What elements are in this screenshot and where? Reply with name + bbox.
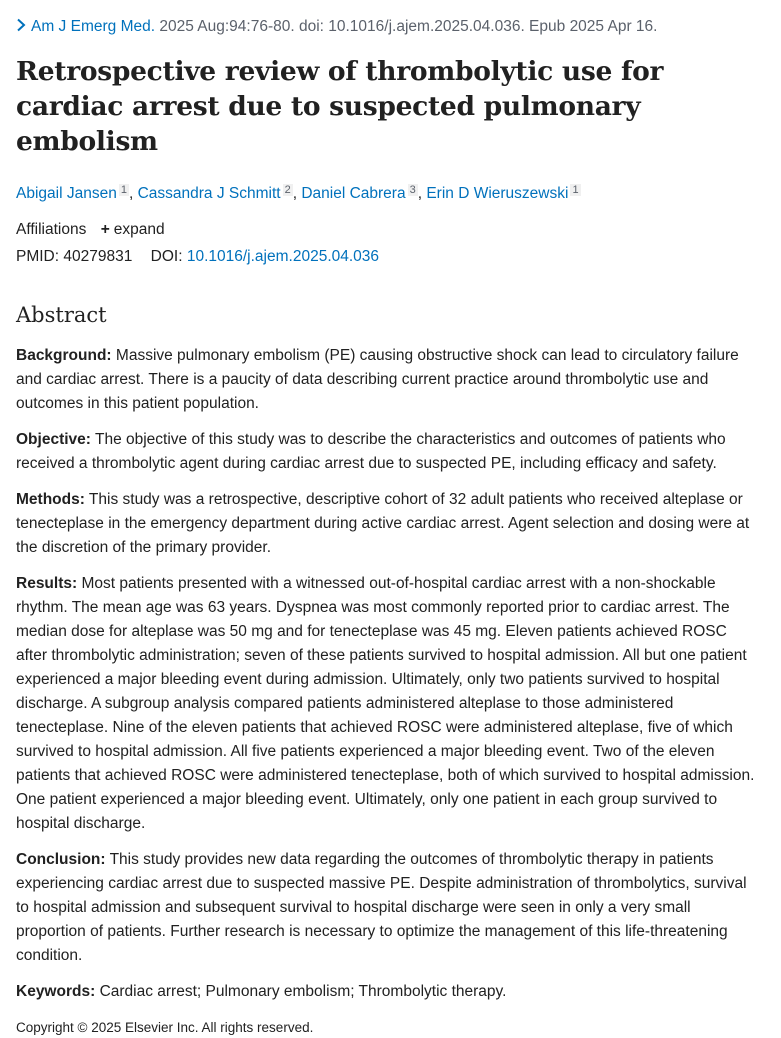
- expand-label: expand: [113, 221, 165, 238]
- abstract-results: [16, 572, 757, 836]
- affiliations-expand-button[interactable]: [101, 221, 165, 238]
- affiliation-ref[interactable]: 1: [120, 184, 127, 196]
- section-label: Objective:: [16, 431, 91, 448]
- plus-icon: +: [100, 221, 110, 238]
- section-text: This study provides new data regarding the outcomes of thrombolytic therapy in patients experiencing cardiac arrest due to suspected massive PE. Despite administration of thrombolytics, survival to hospital admission and subsequent survival to hospital discharge were seen in only a very small proportion of patients. Further research is necessary to optimize the management of this life-threatening condition.: [16, 851, 747, 964]
- affiliation-ref[interactable]: 3: [409, 184, 416, 196]
- journal-link[interactable]: Am J Emerg Med.: [31, 18, 156, 35]
- doi-label: DOI:: [150, 248, 183, 265]
- author-link[interactable]: Abigail Jansen: [16, 185, 117, 202]
- section-text: Most patients presented with a witnessed out-of-hospital cardiac arrest with a non-shockable rhythm. The mean age was 63 years. Dyspnea was most commonly reported prior to cardiac arrest. The median dose for alteplase was 50 mg and for tenecteplase was 45 mg. Eleven patients achieved ROSC after thrombolytic administration; seven of these patients survived to hospital admission. All but one patient experienced a major bleeding event during admission. Ultimately, only two patients survived to hospital discharge. A subgroup analysis compared patients administered alteplase to those administered tenecteplase. Nine of the eleven patients that achieved ROSC were administered alteplase, five of which survived to hospital admission. All five patients experienced a major bleeding event. Two of the eleven patients that achieved ROSC were administered tenecteplase, both of which survived to hospital admission. One patient experienced a major bleeding event. Ultimately, only one patient in each group survived to hospital discharge.: [16, 575, 755, 832]
- section-label: Background:: [16, 347, 112, 364]
- abstract-conclusion: [16, 848, 757, 968]
- citation-details: 2025 Aug:94:76-80. doi: 10.1016/j.ajem.2025.04.036. Epub 2025 Apr 16.: [159, 18, 658, 35]
- abstract-objective: [16, 428, 757, 476]
- citation-line: [16, 16, 757, 40]
- author-link[interactable]: Cassandra J Schmitt: [137, 185, 281, 202]
- keywords-label: Keywords:: [16, 983, 96, 1000]
- author-list: Abigail Jansen $^1$ , Cassandra J Schmitt $^2$ , Daniel Cabrera $^3$ , Erin D Wieruszewski $^1$: [16, 184, 579, 202]
- affiliation-ref[interactable]: 1: [572, 184, 579, 196]
- section-label: Results:: [16, 575, 78, 592]
- author-link[interactable]: Daniel Cabrera: [301, 185, 406, 202]
- abstract-methods: [16, 488, 757, 560]
- section-text: The objective of this study was to describe the characteristics and outcomes of patients who received a thrombolytic agent during cardiac arrest due to suspected PE, including efficacy and safety.: [16, 431, 726, 472]
- doi-link[interactable]: 10.1016/j.ajem.2025.04.036: [186, 248, 380, 265]
- author-link[interactable]: Erin D Wieruszewski: [426, 185, 569, 202]
- section-text: This study was a retrospective, descriptive cohort of 32 adult patients who received alteplase or tenecteplase in the emergency department during active cardiac arrest. Agent selection and dosing were at the discretion of the primary provider.: [16, 491, 750, 556]
- keywords-text: Cardiac arrest; Pulmonary embolism; Thrombolytic therapy.: [99, 983, 507, 1000]
- abstract-background: [16, 344, 757, 416]
- affiliations-row: [16, 219, 757, 241]
- identifiers-row: [16, 246, 757, 268]
- affiliations-label: Affiliations: [16, 221, 87, 238]
- article-title: Retrospective review of thrombolytic use for cardiac arrest due to suspected pulmonary embolism: [16, 56, 664, 157]
- section-label: Methods:: [16, 491, 85, 508]
- section-text: Massive pulmonary embolism (PE) causing obstructive shock can lead to circulatory failure and cardiac arrest. There is a paucity of data describing current practice around thrombolytic use and outcomes in this patient population.: [16, 347, 739, 412]
- section-label: Conclusion:: [16, 851, 106, 868]
- chevron-right-icon[interactable]: [16, 18, 26, 32]
- copyright-notice: Copyright © 2025 Elsevier Inc. All rights reserved.: [16, 1020, 314, 1035]
- pmid-value: 40279831: [63, 248, 133, 265]
- keywords: [16, 980, 757, 1004]
- pmid-label: PMID:: [16, 248, 60, 265]
- affiliation-ref[interactable]: 2: [284, 184, 291, 196]
- abstract-heading: Abstract: [16, 303, 107, 327]
